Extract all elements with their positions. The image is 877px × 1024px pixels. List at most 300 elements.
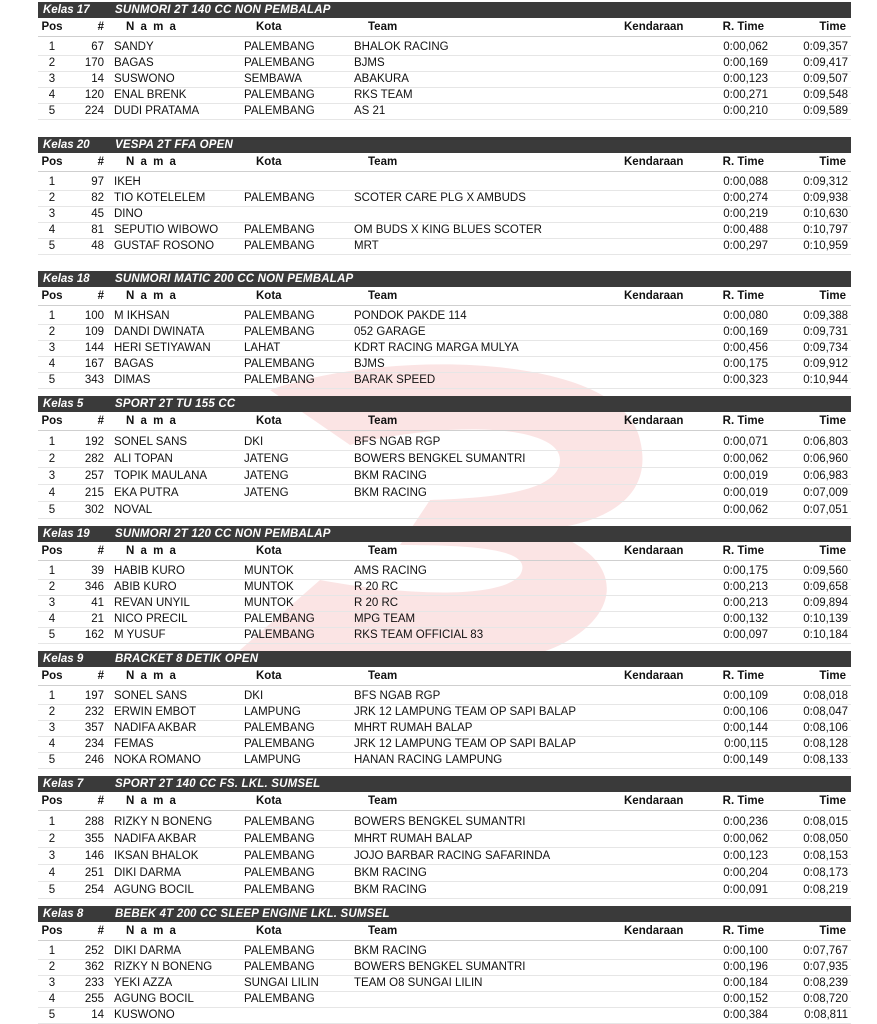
cell-team: BARAK SPEED (354, 374, 436, 386)
results-rows (38, 40, 851, 120)
results-section (38, 137, 851, 255)
section-header (38, 906, 851, 922)
cell-team: BOWERS BENGKEL SUMANTRI (354, 961, 526, 973)
cell-nama: NADIFA AKBAR (114, 833, 197, 845)
cell-pos: 5 (48, 629, 56, 641)
table-row (38, 960, 851, 976)
column-header-team: Team (368, 290, 398, 302)
cell-team: BJMS (354, 57, 385, 69)
cell-kota: PALEMBANG (244, 224, 315, 236)
column-header-rtime: R. Time (722, 795, 764, 807)
cell-time: 0:09,560 (803, 565, 848, 577)
cell-pos: 5 (48, 884, 56, 896)
cell-pos: 5 (48, 754, 56, 766)
cell-rtime: 0:00,088 (723, 176, 768, 188)
cell-time: 0:10,959 (803, 240, 848, 252)
cell-team: BKM RACING (354, 487, 427, 499)
cell-time: 0:08,219 (803, 884, 848, 896)
cell-num: 45 (91, 208, 104, 220)
cell-pos: 3 (48, 470, 56, 482)
cell-nama: TIO KOTELELEM (114, 192, 206, 204)
cell-nama: M YUSUF (114, 629, 166, 641)
cell-team: BHALOK RACING (354, 41, 449, 53)
results-section (38, 776, 851, 899)
cell-num: 215 (84, 487, 104, 499)
cell-team: OM BUDS X KING BLUES SCOTER (354, 224, 542, 236)
cell-time: 0:09,357 (803, 41, 848, 53)
results-rows (38, 564, 851, 644)
column-header-rtime: R. Time (722, 925, 764, 937)
cell-kota: DKI (244, 690, 264, 702)
cell-num: 39 (91, 565, 104, 577)
column-header-num: # (97, 795, 104, 807)
cell-rtime: 0:00,219 (723, 208, 768, 220)
column-header-time: Time (819, 290, 846, 302)
cell-num: 197 (84, 690, 104, 702)
cell-pos: 4 (48, 224, 56, 236)
cell-kota: PALEMBANG (244, 884, 315, 896)
column-header-kendaraan: Kendaraan (624, 21, 684, 33)
table-row (38, 721, 851, 737)
column-header-time: Time (819, 795, 846, 807)
cell-pos: 2 (48, 453, 56, 465)
cell-num: 146 (84, 850, 104, 862)
cell-rtime: 0:00,109 (723, 690, 768, 702)
cell-num: 246 (84, 754, 104, 766)
cell-time: 0:07,935 (803, 961, 848, 973)
cell-time: 0:08,153 (803, 850, 848, 862)
column-header-kendaraan: Kendaraan (624, 290, 684, 302)
cell-kota: PALEMBANG (244, 374, 315, 386)
cell-num: 254 (84, 884, 104, 896)
cell-rtime: 0:00,132 (723, 613, 768, 625)
results-rows (38, 309, 851, 389)
cell-time: 0:10,944 (803, 374, 848, 386)
cell-rtime: 0:00,196 (723, 961, 768, 973)
cell-pos: 1 (48, 690, 56, 702)
cell-pos: 3 (48, 73, 56, 85)
column-header-num: # (97, 21, 104, 33)
cell-rtime: 0:00,019 (723, 470, 768, 482)
cell-kota: PALEMBANG (244, 57, 315, 69)
cell-nama: NOKA ROMANO (114, 754, 201, 766)
cell-num: 48 (91, 240, 104, 252)
cell-nama: GUSTAF ROSONO (114, 240, 215, 252)
column-header-num: # (97, 545, 104, 557)
cell-pos: 5 (48, 504, 56, 516)
cell-team: BOWERS BENGKEL SUMANTRI (354, 816, 526, 828)
cell-num: 14 (91, 1009, 104, 1021)
cell-num: 192 (84, 436, 104, 448)
table-row (38, 485, 851, 502)
cell-time: 0:08,050 (803, 833, 848, 845)
cell-nama: RIZKY N BONENG (114, 816, 213, 828)
column-header-rtime: R. Time (722, 21, 764, 33)
column-header-kendaraan: Kendaraan (624, 925, 684, 937)
section-header (38, 526, 851, 542)
cell-rtime: 0:00,062 (723, 833, 768, 845)
cell-time: 0:06,983 (803, 470, 848, 482)
table-row (38, 357, 851, 373)
table-row (38, 564, 851, 580)
kelas-label: Kelas 7 (43, 778, 84, 790)
cell-num: 302 (84, 504, 104, 516)
column-header-team: Team (368, 545, 398, 557)
column-header-time: Time (819, 925, 846, 937)
cell-nama: REVAN UNYIL (114, 597, 190, 609)
cell-kota: PALEMBANG (244, 945, 315, 957)
table-row (38, 373, 851, 389)
class-title: SPORT 2T 140 CC FS. LKL. SUMSEL (115, 778, 321, 790)
cell-num: 255 (84, 993, 104, 1005)
cell-time: 0:08,128 (803, 738, 848, 750)
results-rows (38, 689, 851, 769)
cell-pos: 3 (48, 342, 56, 354)
table-row (38, 580, 851, 596)
cell-nama: SONEL SANS (114, 690, 188, 702)
cell-kota: PALEMBANG (244, 629, 315, 641)
column-header-row (38, 667, 851, 686)
cell-team: JRK 12 LAMPUNG TEAM OP SAPI BALAP (354, 738, 576, 750)
column-header-nama: N a m a (126, 670, 178, 682)
cell-kota: PALEMBANG (244, 105, 315, 117)
cell-pos: 1 (48, 176, 56, 188)
cell-team: AMS RACING (354, 565, 427, 577)
cell-pos: 2 (48, 706, 56, 718)
cell-team: PONDOK PAKDE 114 (354, 310, 467, 322)
column-header-rtime: R. Time (722, 290, 764, 302)
cell-time: 0:09,312 (803, 176, 848, 188)
cell-nama: AGUNG BOCIL (114, 993, 194, 1005)
cell-kota: PALEMBANG (244, 850, 315, 862)
cell-kota: PALEMBANG (244, 613, 315, 625)
cell-time: 0:09,734 (803, 342, 848, 354)
table-row (38, 831, 851, 848)
cell-pos: 4 (48, 993, 56, 1005)
cell-pos: 2 (48, 57, 56, 69)
cell-rtime: 0:00,175 (723, 358, 768, 370)
cell-nama: BAGAS (114, 358, 154, 370)
results-rows (38, 434, 851, 519)
cell-team: BKM RACING (354, 884, 427, 896)
cell-rtime: 0:00,062 (723, 453, 768, 465)
cell-nama: KUSWONO (114, 1009, 175, 1021)
cell-kota: PALEMBANG (244, 738, 315, 750)
cell-time: 0:09,912 (803, 358, 848, 370)
cell-num: 252 (84, 945, 104, 957)
cell-kota: PALEMBANG (244, 961, 315, 973)
table-row (38, 191, 851, 207)
column-header-rtime: R. Time (722, 415, 764, 427)
cell-kota: PALEMBANG (244, 358, 315, 370)
cell-num: 343 (84, 374, 104, 386)
cell-pos: 1 (48, 310, 56, 322)
column-header-kota: Kota (256, 670, 282, 682)
cell-time: 0:09,658 (803, 581, 848, 593)
cell-team: BFS NGAB RGP (354, 436, 441, 448)
column-header-kota: Kota (256, 795, 282, 807)
cell-rtime: 0:00,210 (723, 105, 768, 117)
column-header-time: Time (819, 415, 846, 427)
cell-pos: 3 (48, 977, 56, 989)
table-row (38, 882, 851, 899)
cell-pos: 1 (48, 41, 56, 53)
cell-nama: ENAL BRENK (114, 89, 187, 101)
cell-team: BKM RACING (354, 470, 427, 482)
class-title: SPORT 2T TU 155 CC (115, 398, 236, 410)
cell-rtime: 0:00,123 (723, 850, 768, 862)
table-row (38, 207, 851, 223)
cell-rtime: 0:00,152 (723, 993, 768, 1005)
cell-nama: SANDY (114, 41, 154, 53)
column-header-nama: N a m a (126, 415, 178, 427)
cell-time: 0:09,388 (803, 310, 848, 322)
cell-time: 0:10,630 (803, 208, 848, 220)
cell-nama: RIZKY N BONENG (114, 961, 213, 973)
results-section (38, 526, 851, 644)
cell-num: 282 (84, 453, 104, 465)
class-title: SUNMORI 2T 140 CC NON PEMBALAP (115, 4, 331, 16)
class-title: VESPA 2T FFA OPEN (115, 139, 233, 151)
table-row (38, 737, 851, 753)
cell-time: 0:08,133 (803, 754, 848, 766)
cell-kota: LAMPUNG (244, 706, 301, 718)
cell-rtime: 0:00,204 (723, 867, 768, 879)
results-rows (38, 175, 851, 255)
column-header-team: Team (368, 670, 398, 682)
column-header-nama: N a m a (126, 290, 178, 302)
table-row (38, 104, 851, 120)
cell-kota: PALEMBANG (244, 722, 315, 734)
table-row (38, 976, 851, 992)
cell-nama: IKEH (114, 176, 141, 188)
column-header-pos: Pos (41, 290, 63, 302)
table-row (38, 309, 851, 325)
cell-pos: 3 (48, 722, 56, 734)
cell-time: 0:08,018 (803, 690, 848, 702)
column-header-num: # (97, 156, 104, 168)
column-header-pos: Pos (41, 670, 63, 682)
cell-num: 170 (84, 57, 104, 69)
cell-rtime: 0:00,097 (723, 629, 768, 641)
column-header-row (38, 542, 851, 561)
cell-pos: 2 (48, 833, 56, 845)
cell-time: 0:08,720 (803, 993, 848, 1005)
table-row (38, 175, 851, 191)
cell-num: 355 (84, 833, 104, 845)
cell-team: RKS TEAM OFFICIAL 83 (354, 629, 484, 641)
cell-rtime: 0:00,062 (723, 504, 768, 516)
class-title: SUNMORI 2T 120 CC NON PEMBALAP (115, 528, 331, 540)
table-row (38, 56, 851, 72)
cell-time: 0:10,139 (803, 613, 848, 625)
cell-team: KDRT RACING MARGA MULYA (354, 342, 519, 354)
cell-rtime: 0:00,149 (723, 754, 768, 766)
column-header-rtime: R. Time (722, 156, 764, 168)
column-header-kota: Kota (256, 156, 282, 168)
table-row (38, 223, 851, 239)
cell-pos: 4 (48, 867, 56, 879)
cell-kota: PALEMBANG (244, 41, 315, 53)
cell-nama: ERWIN EMBOT (114, 706, 197, 718)
cell-nama: NICO PRECIL (114, 613, 188, 625)
cell-nama: HABIB KURO (114, 565, 185, 577)
cell-rtime: 0:00,384 (723, 1009, 768, 1021)
cell-nama: NADIFA AKBAR (114, 722, 197, 734)
cell-rtime: 0:00,169 (723, 326, 768, 338)
cell-rtime: 0:00,071 (723, 436, 768, 448)
column-header-nama: N a m a (126, 21, 178, 33)
cell-team: BFS NGAB RGP (354, 690, 441, 702)
cell-team: SCOTER CARE PLG X AMBUDS (354, 192, 526, 204)
column-header-row (38, 412, 851, 431)
cell-time: 0:09,938 (803, 192, 848, 204)
cell-kota: PALEMBANG (244, 240, 315, 252)
cell-num: 41 (91, 597, 104, 609)
cell-nama: AGUNG BOCIL (114, 884, 194, 896)
section-header (38, 271, 851, 287)
cell-kota: MUNTOK (244, 597, 294, 609)
cell-rtime: 0:00,100 (723, 945, 768, 957)
cell-num: 109 (84, 326, 104, 338)
cell-time: 0:07,767 (803, 945, 848, 957)
cell-time: 0:08,015 (803, 816, 848, 828)
column-header-num: # (97, 415, 104, 427)
column-header-num: # (97, 290, 104, 302)
column-header-kota: Kota (256, 925, 282, 937)
column-header-row (38, 922, 851, 941)
column-header-row (38, 18, 851, 37)
kelas-label: Kelas 9 (43, 653, 84, 665)
column-header-kendaraan: Kendaraan (624, 156, 684, 168)
cell-num: 362 (84, 961, 104, 973)
column-header-pos: Pos (41, 545, 63, 557)
cell-team: BKM RACING (354, 945, 427, 957)
column-header-team: Team (368, 156, 398, 168)
cell-pos: 3 (48, 850, 56, 862)
cell-rtime: 0:00,274 (723, 192, 768, 204)
cell-time: 0:06,960 (803, 453, 848, 465)
cell-pos: 2 (48, 581, 56, 593)
cell-nama: TOPIK MAULANA (114, 470, 208, 482)
cell-team: BKM RACING (354, 867, 427, 879)
cell-kota: PALEMBANG (244, 816, 315, 828)
cell-kota: JATENG (244, 453, 289, 465)
cell-rtime: 0:00,175 (723, 565, 768, 577)
table-row (38, 1008, 851, 1024)
cell-rtime: 0:00,271 (723, 89, 768, 101)
table-row (38, 689, 851, 705)
section-header (38, 651, 851, 667)
cell-pos: 2 (48, 192, 56, 204)
cell-rtime: 0:00,019 (723, 487, 768, 499)
cell-nama: EKA PUTRA (114, 487, 179, 499)
kelas-label: Kelas 18 (43, 273, 90, 285)
cell-team: R 20 RC (354, 597, 399, 609)
section-header (38, 137, 851, 153)
kelas-label: Kelas 5 (43, 398, 84, 410)
column-header-kota: Kota (256, 21, 282, 33)
cell-num: 82 (91, 192, 104, 204)
cell-nama: YEKI AZZA (114, 977, 173, 989)
table-row (38, 88, 851, 104)
cell-rtime: 0:00,080 (723, 310, 768, 322)
column-header-pos: Pos (41, 156, 63, 168)
cell-pos: 5 (48, 240, 56, 252)
cell-kota: JATENG (244, 487, 289, 499)
cell-kota: PALEMBANG (244, 192, 315, 204)
table-row (38, 705, 851, 721)
class-title: BRACKET 8 DETIK OPEN (115, 653, 259, 665)
cell-time: 0:08,047 (803, 706, 848, 718)
cell-rtime: 0:00,144 (723, 722, 768, 734)
cell-num: 232 (84, 706, 104, 718)
table-row (38, 596, 851, 612)
column-header-kota: Kota (256, 415, 282, 427)
cell-pos: 4 (48, 613, 56, 625)
cell-time: 0:09,731 (803, 326, 848, 338)
table-row (38, 753, 851, 769)
cell-num: 357 (84, 722, 104, 734)
cell-time: 0:08,239 (803, 977, 848, 989)
kelas-label: Kelas 8 (43, 908, 84, 920)
cell-team: MRT (354, 240, 379, 252)
cell-pos: 5 (48, 1009, 56, 1021)
kelas-label: Kelas 20 (43, 139, 90, 151)
cell-num: 97 (91, 176, 104, 188)
section-header (38, 776, 851, 792)
column-header-rtime: R. Time (722, 545, 764, 557)
column-header-time: Time (819, 156, 846, 168)
cell-nama: IKSAN BHALOK (114, 850, 199, 862)
cell-team: JRK 12 LAMPUNG TEAM OP SAPI BALAP (354, 706, 576, 718)
cell-rtime: 0:00,488 (723, 224, 768, 236)
cell-rtime: 0:00,323 (723, 374, 768, 386)
class-title: SUNMORI MATIC 200 CC NON PEMBALAP (115, 273, 354, 285)
column-header-num: # (97, 925, 104, 937)
cell-nama: DIKI DARMA (114, 867, 182, 879)
column-header-team: Team (368, 795, 398, 807)
cell-num: 144 (84, 342, 104, 354)
cell-nama: SUSWONO (114, 73, 175, 85)
cell-pos: 2 (48, 961, 56, 973)
table-row (38, 865, 851, 882)
cell-nama: FEMAS (114, 738, 154, 750)
cell-pos: 1 (48, 945, 56, 957)
cell-team: JOJO BARBAR RACING SAFARINDA (354, 850, 551, 862)
kelas-label: Kelas 17 (43, 4, 90, 16)
cell-time: 0:08,173 (803, 867, 848, 879)
cell-pos: 4 (48, 89, 56, 101)
cell-team: BJMS (354, 358, 385, 370)
cell-num: 257 (84, 470, 104, 482)
column-header-nama: N a m a (126, 795, 178, 807)
column-header-kendaraan: Kendaraan (624, 415, 684, 427)
cell-time: 0:08,811 (804, 1009, 848, 1021)
cell-kota: PALEMBANG (244, 326, 315, 338)
column-header-num: # (97, 670, 104, 682)
column-header-team: Team (368, 925, 398, 937)
cell-nama: SONEL SANS (114, 436, 188, 448)
cell-kota: MUNTOK (244, 565, 294, 577)
table-row (38, 341, 851, 357)
column-header-nama: N a m a (126, 156, 178, 168)
cell-kota: PALEMBANG (244, 310, 315, 322)
cell-num: 120 (84, 89, 104, 101)
cell-kota: PALEMBANG (244, 867, 315, 879)
column-header-pos: Pos (41, 925, 63, 937)
cell-nama: ABIB KURO (114, 581, 177, 593)
